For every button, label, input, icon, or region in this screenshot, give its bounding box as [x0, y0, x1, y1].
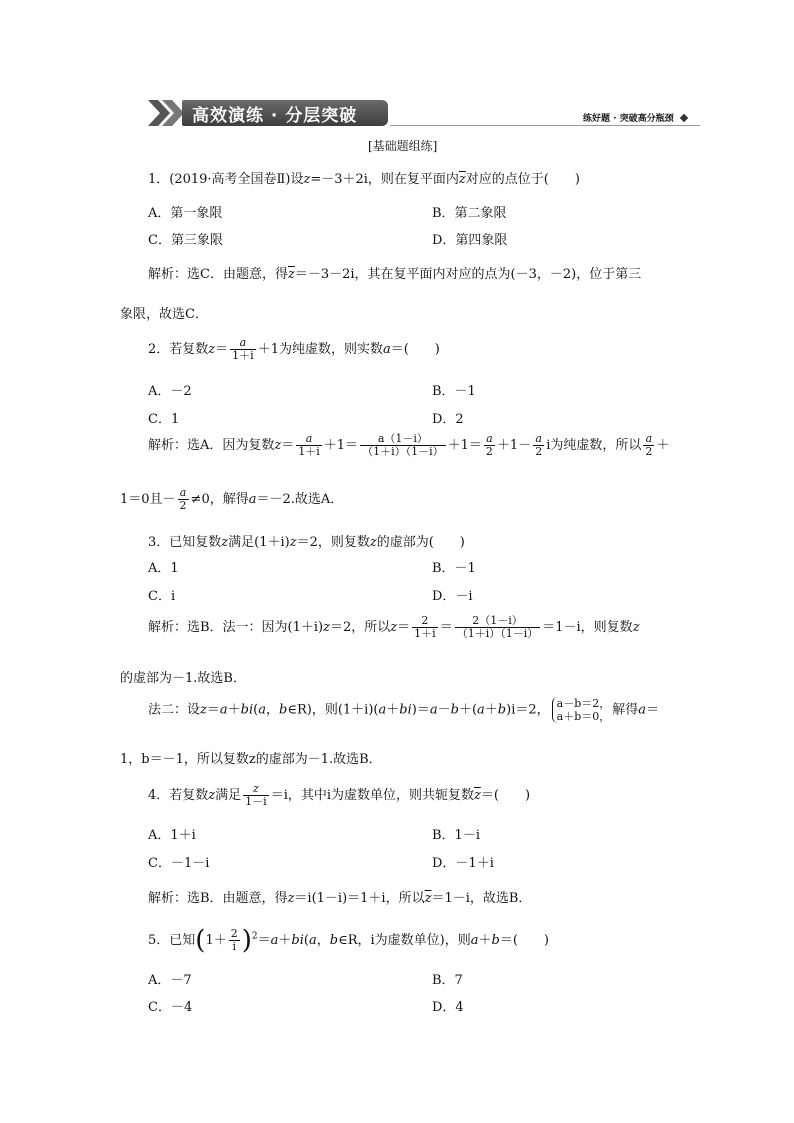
q1-option-a[interactable]: A．第一象限	[148, 206, 223, 221]
q1-solution: 解析：选C．由题意，得$\overline{z}=-3-2i$，其在复平面内对应的点为(－3，－2)，位于第三	[148, 267, 642, 282]
banner-part1: 高效演练	[192, 106, 264, 126]
q5-option-a[interactable]: A．－7	[148, 973, 192, 988]
q4-option-d[interactable]: D．－1＋i	[432, 856, 494, 871]
q3-solution-line2: 的虚部为－1.故选B．	[120, 671, 246, 686]
banner-dot: ·	[270, 106, 279, 126]
q2-option-b[interactable]: B．－1	[432, 384, 476, 399]
q1-option-c[interactable]: C．第三象限	[148, 233, 223, 248]
q2-option-a[interactable]: A．－2	[148, 384, 192, 399]
q1-option-b[interactable]: B．第二象限	[432, 206, 507, 221]
q3-solution: 解析：选B．法一：因为(1＋i)z＝2，所以z＝ $\frac{2}{1+i}$ ＝ $\frac{2(1-i)}{(1+i)(1-i)}$ ＝1－i，则复数z	[148, 614, 640, 640]
q2-fraction: $\frac{a}{1+i}$	[232, 336, 254, 362]
z-conjugate: $\overline{z}$	[458, 172, 466, 187]
diamond-icon	[680, 114, 688, 122]
q2-solution-line2: 1＝0且－ $\frac{a}{2}$ ≠0，解得a＝－2.故选A．	[120, 486, 344, 512]
q3-option-c[interactable]: C．i	[148, 589, 176, 604]
banner-part2: 分层突破	[285, 106, 358, 126]
banner-title	[192, 101, 357, 126]
q2-option-d[interactable]: D．2	[432, 412, 464, 427]
q3-method2-line2: 1，b＝－1，所以复数z的虚部为－1.故选B．	[120, 752, 382, 767]
q5-option-c[interactable]: C．－4	[148, 1000, 193, 1015]
q5-stem: 5．已知(1＋ $\frac{2}{i}$ )$^2$＝a＋bi(a，b∈R，i为虚数单位)，则a＋b＝( )	[148, 925, 549, 956]
q4-option-b[interactable]: B．1－i	[432, 828, 480, 843]
section-title: [基础题组练]	[368, 139, 438, 153]
q3-stem: 3．已知复数z满足(1＋i)z＝2，则复数z的虚部为( )	[148, 535, 465, 550]
right-slogan: 练好题 · 突破高分瓶颈	[583, 111, 687, 124]
q1-solution-line2: 象限，故选C．	[120, 307, 208, 322]
q3-option-d[interactable]: D．－i	[432, 589, 473, 604]
q5-fraction: $\frac{2}{i}$	[230, 927, 238, 953]
q1-stem: 1．(2019·高考全国卷Ⅱ)设z=－3＋2i，则在复平面内$\overline{z}$对应的点位于( )	[148, 172, 580, 187]
header-banner	[148, 98, 390, 128]
q4-solution: 解析：选B．由题意，得z＝i(1－i)＝1＋i，所以$\overline{z}=1-i$，故选B．	[148, 891, 532, 906]
q4-option-a[interactable]: A．1＋i	[148, 828, 196, 843]
q5-option-d[interactable]: D．4	[432, 1000, 464, 1015]
q3-option-b[interactable]: B．－1	[432, 561, 476, 576]
header-rule	[390, 125, 700, 126]
q4-option-c[interactable]: C．－1－i	[148, 856, 210, 871]
q4-fraction: $\frac{z}{1-i}$	[245, 782, 267, 808]
equation-system: a－b＝2， a＋b＝0，	[552, 697, 611, 723]
q2-option-c[interactable]: C．1	[148, 412, 180, 427]
q3-option-a[interactable]: A．1	[148, 561, 179, 576]
q3-method2: 法二：设z＝a＋bi(a，b∈R)，则(1＋i)(a＋bi)＝a－b＋(a＋b)i＝2， a－b＝2， a＋b＝0， 解得a＝	[148, 697, 660, 723]
q4-stem: 4．若复数z满足 $\frac{z}{1-i}$ ＝i，其中i为虚数单位，则共轭复数$\overline{z}=$( )	[148, 782, 531, 808]
q1-option-d[interactable]: D．第四象限	[432, 233, 508, 248]
q5-option-b[interactable]: B．7	[432, 973, 463, 988]
q2-solution: 解析：选A．因为复数z＝ $\frac{a}{1+i}$ ＋1＝ $\frac{a(1-i)}{(1+i)(1-i)}$ ＋1＝ $\frac{a}{2}$ ＋1－ $\frac{a}{2}$ i为纯虚数，所以 $\frac{a}{2}$ ＋	[148, 432, 670, 458]
q2-stem: 2．若复数z＝ $\frac{a}{1+i}$ ＋1为纯虚数，则实数a＝( )	[148, 336, 440, 362]
